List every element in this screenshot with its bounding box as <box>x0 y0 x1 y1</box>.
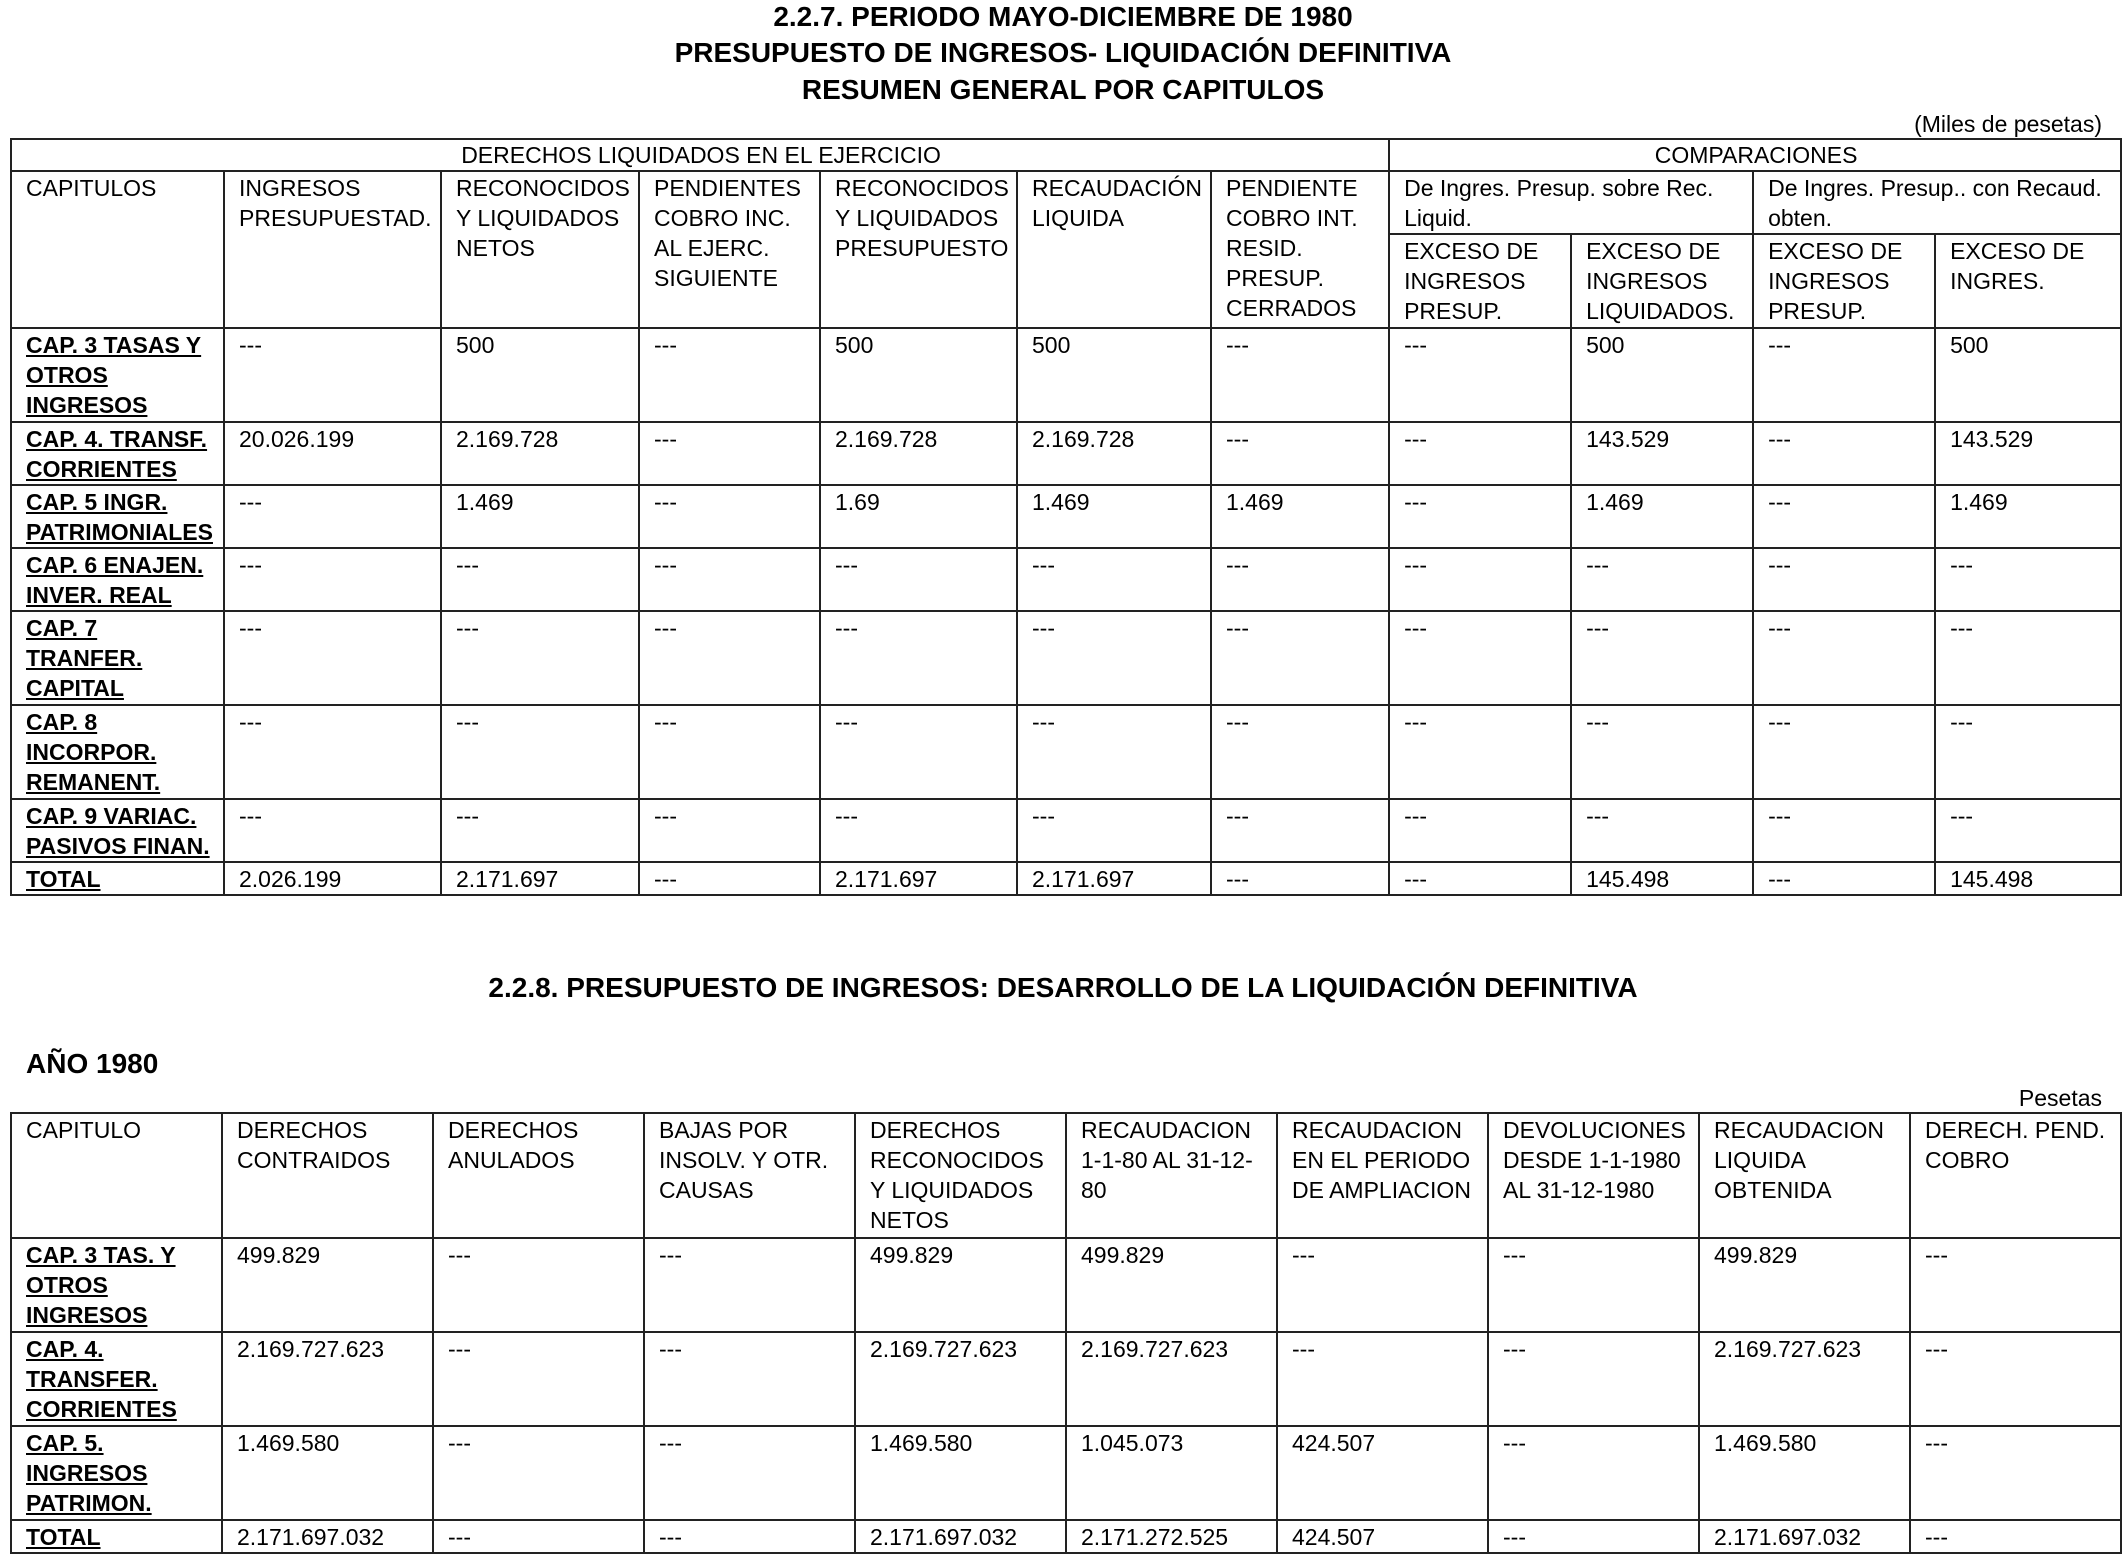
table-cell: 2.169.727.623 <box>1066 1332 1277 1426</box>
table-cell: --- <box>1753 799 1935 862</box>
table-cell: --- <box>639 862 820 895</box>
section1-title-line-2: PRESUPUESTO DE INGRESOS- LIQUIDACIÓN DEFINITIVA <box>674 37 1452 68</box>
row-label: CAP. 6 ENAJEN. INVER. REAL <box>11 548 224 611</box>
table-cell: --- <box>639 799 820 862</box>
section2-year: AÑO 1980 <box>26 1048 159 1079</box>
development-table-body <box>11 1238 2121 1553</box>
table-cell: 1.469 <box>1211 485 1389 548</box>
table-row <box>11 1238 2121 1332</box>
column-header: PENDIENTES COBRO INC. AL EJERC. SIGUIENTE <box>639 171 820 328</box>
comparison-subgroup-header: De Ingres. Presup. sobre Rec. Liquid. <box>1389 171 1753 234</box>
column-header: RECAUDACION LIQUIDA OBTENIDA <box>1699 1113 1910 1238</box>
table-cell: --- <box>1910 1520 2121 1553</box>
table-cell: --- <box>1910 1238 2121 1332</box>
table-cell: --- <box>644 1520 855 1553</box>
column-header: BAJAS POR INSOLV. Y OTR. CAUSAS <box>644 1113 855 1238</box>
table-cell: --- <box>1571 799 1753 862</box>
table-cell: --- <box>1211 799 1389 862</box>
table-cell: 1.469 <box>1571 485 1753 548</box>
column-header: EXCESO DE INGRESOS LIQUIDADOS. <box>1571 234 1753 328</box>
table-cell: 2.171.697 <box>820 862 1017 895</box>
row-label: CAP. 5 INGR. PATRIMONIALES <box>11 485 224 548</box>
row-label: CAP. 4. TRANSFER. CORRIENTES <box>11 1332 222 1426</box>
table-cell: 1.469.580 <box>1699 1426 1910 1520</box>
table-cell: --- <box>1017 799 1211 862</box>
table-cell: 499.829 <box>855 1238 1066 1332</box>
row-label: CAP. 9 VARIAC. PASIVOS FINAN. <box>11 799 224 862</box>
summary-table <box>10 138 2122 896</box>
table-cell: --- <box>639 328 820 422</box>
table-cell: 1.69 <box>820 485 1017 548</box>
table-cell: --- <box>1488 1426 1699 1520</box>
comparison-subgroup-header: De Ingres. Presup.. con Recaud. obten. <box>1753 171 2121 234</box>
summary-table-body <box>11 328 2121 895</box>
row-label: CAP. 5. INGRESOS PATRIMON. <box>11 1426 222 1520</box>
section2-title: 2.2.8. PRESUPUESTO DE INGRESOS: DESARROLLO DE LA LIQUIDACIÓN DEFINITIVA <box>488 972 1638 1003</box>
table-cell: --- <box>1571 611 1753 705</box>
table-row <box>11 705 2121 799</box>
table-cell: 499.829 <box>222 1238 433 1332</box>
table-cell: --- <box>1017 548 1211 611</box>
development-header-row <box>11 1113 2121 1238</box>
table-cell: --- <box>1753 485 1935 548</box>
table-cell: 143.529 <box>1571 422 1753 485</box>
table-cell: 2.169.728 <box>1017 422 1211 485</box>
column-header: RECAUDACION EN EL PERIODO DE AMPLIACION <box>1277 1113 1488 1238</box>
column-header: DEVOLUCIONES DESDE 1-1-1980 AL 31-12-1980 <box>1488 1113 1699 1238</box>
table-cell: --- <box>433 1520 644 1553</box>
table-cell: --- <box>1389 611 1571 705</box>
table-cell: --- <box>639 422 820 485</box>
table-cell: 500 <box>1935 328 2121 422</box>
table-cell: 2.171.697.032 <box>222 1520 433 1553</box>
derechos-group-header: DERECHOS LIQUIDADOS EN EL EJERCICIO <box>11 139 1389 171</box>
column-header: DERECHOS ANULADOS <box>433 1113 644 1238</box>
table-cell: --- <box>1211 548 1389 611</box>
table-cell: 20.026.199 <box>224 422 441 485</box>
row-label: CAP. 7 TRANFER. CAPITAL <box>11 611 224 705</box>
table-row <box>11 548 2121 611</box>
table-cell: 2.169.727.623 <box>855 1332 1066 1426</box>
table-cell: --- <box>1935 705 2121 799</box>
column-header: EXCESO DE INGRESOS PRESUP. <box>1753 234 1935 328</box>
column-header: EXCESO DE INGRESOS PRESUP. <box>1389 234 1571 328</box>
table-cell: --- <box>1910 1332 2121 1426</box>
column-header: RECONOCIDOS Y LIQUIDADOS NETOS <box>441 171 639 328</box>
table-cell: 1.469.580 <box>855 1426 1066 1520</box>
column-header: CAPITULO <box>11 1113 222 1238</box>
summary-group-header-row <box>11 139 2121 171</box>
development-table <box>10 1112 2122 1554</box>
column-header: CAPITULOS <box>11 171 224 328</box>
table-cell: --- <box>1389 548 1571 611</box>
table-cell: 145.498 <box>1571 862 1753 895</box>
table-cell: 2.171.272.525 <box>1066 1520 1277 1553</box>
table-cell: 1.045.073 <box>1066 1426 1277 1520</box>
table-cell: --- <box>1017 611 1211 705</box>
table-cell: 2.169.727.623 <box>1699 1332 1910 1426</box>
table-cell: 500 <box>820 328 1017 422</box>
column-header: PENDIENTE COBRO INT. RESID. PRESUP. CERRADOS <box>1211 171 1389 328</box>
table-cell: 499.829 <box>1699 1238 1910 1332</box>
table-cell: --- <box>1389 328 1571 422</box>
table-cell: --- <box>1753 705 1935 799</box>
table-cell: --- <box>1753 611 1935 705</box>
table-cell: --- <box>1211 705 1389 799</box>
table-cell: --- <box>1211 328 1389 422</box>
table-cell: --- <box>433 1426 644 1520</box>
table-cell: 2.171.697.032 <box>855 1520 1066 1553</box>
table-cell: 145.498 <box>1935 862 2121 895</box>
summary-column-header-row <box>11 171 2121 234</box>
section1-unit-note: (Miles de pesetas) <box>1914 111 2102 137</box>
table-cell: --- <box>1277 1332 1488 1426</box>
table-cell: --- <box>1935 548 2121 611</box>
table-cell: --- <box>1389 799 1571 862</box>
table-cell: 500 <box>1571 328 1753 422</box>
column-header: DERECHOS CONTRAIDOS <box>222 1113 433 1238</box>
row-label: TOTAL <box>11 862 224 895</box>
table-row <box>11 862 2121 895</box>
table-cell: --- <box>1389 485 1571 548</box>
table-cell: 2.171.697.032 <box>1699 1520 1910 1553</box>
table-cell: --- <box>1488 1238 1699 1332</box>
table-row <box>11 328 2121 422</box>
table-cell: --- <box>224 611 441 705</box>
table-cell: --- <box>1017 705 1211 799</box>
table-cell: 2.171.697 <box>441 862 639 895</box>
table-cell: 2.169.728 <box>441 422 639 485</box>
table-cell: --- <box>1753 548 1935 611</box>
table-cell: 1.469 <box>1935 485 2121 548</box>
table-cell: --- <box>441 611 639 705</box>
table-cell: --- <box>644 1426 855 1520</box>
table-cell: --- <box>639 705 820 799</box>
table-cell: 1.469.580 <box>222 1426 433 1520</box>
table-cell: 2.171.697 <box>1017 862 1211 895</box>
table-cell: --- <box>639 611 820 705</box>
table-cell: --- <box>1571 705 1753 799</box>
table-cell: --- <box>644 1238 855 1332</box>
table-cell: --- <box>820 611 1017 705</box>
table-cell: --- <box>1488 1520 1699 1553</box>
table-cell: --- <box>1571 548 1753 611</box>
column-header: RECAUDACIÓN LIQUIDA <box>1017 171 1211 328</box>
table-cell: --- <box>433 1238 644 1332</box>
table-cell: --- <box>1211 862 1389 895</box>
table-cell: --- <box>1753 862 1935 895</box>
row-label: CAP. 3 TASAS Y OTROS INGRESOS <box>11 328 224 422</box>
table-cell: 2.169.728 <box>820 422 1017 485</box>
table-cell: --- <box>224 705 441 799</box>
table-cell: 424.507 <box>1277 1520 1488 1553</box>
table-cell: --- <box>441 705 639 799</box>
section1-title-line-1: 2.2.7. PERIODO MAYO-DICIEMBRE DE 1980 <box>773 1 1353 32</box>
column-header: EXCESO DE INGRES. <box>1935 234 2121 328</box>
table-cell: --- <box>639 548 820 611</box>
table-row <box>11 799 2121 862</box>
table-cell: 500 <box>1017 328 1211 422</box>
table-cell: --- <box>1935 611 2121 705</box>
column-header: RECONOCIDOS Y LIQUIDADOS PRESUPUESTO <box>820 171 1017 328</box>
table-row <box>11 1426 2121 1520</box>
table-cell: 2.026.199 <box>224 862 441 895</box>
table-cell: 499.829 <box>1066 1238 1277 1332</box>
table-cell: --- <box>224 799 441 862</box>
table-cell: 1.469 <box>1017 485 1211 548</box>
column-header: RECAUDACION 1-1-80 AL 31-12-80 <box>1066 1113 1277 1238</box>
row-label: CAP. 8 INCORPOR. REMANENT. <box>11 705 224 799</box>
row-label: CAP. 4. TRANSF. CORRIENTES <box>11 422 224 485</box>
column-header: INGRESOS PRESUPUESTAD. <box>224 171 441 328</box>
table-cell: --- <box>1389 422 1571 485</box>
table-cell: --- <box>441 799 639 862</box>
table-cell: --- <box>1389 862 1571 895</box>
table-cell: --- <box>639 485 820 548</box>
column-header: DERECHOS RECONOCIDOS Y LIQUIDADOS NETOS <box>855 1113 1066 1238</box>
row-label: CAP. 3 TAS. Y OTROS INGRESOS <box>11 1238 222 1332</box>
table-cell: --- <box>1753 422 1935 485</box>
table-cell: --- <box>644 1332 855 1426</box>
section2-unit-note: Pesetas <box>2018 1085 2102 1111</box>
table-row <box>11 485 2121 548</box>
table-cell: --- <box>1389 705 1571 799</box>
table-cell: 143.529 <box>1935 422 2121 485</box>
table-cell: --- <box>820 799 1017 862</box>
table-cell: --- <box>433 1332 644 1426</box>
table-cell: --- <box>1277 1238 1488 1332</box>
table-row <box>11 1520 2121 1553</box>
table-cell: 1.469 <box>441 485 639 548</box>
row-label: TOTAL <box>11 1520 222 1553</box>
table-cell: 2.169.727.623 <box>222 1332 433 1426</box>
table-row <box>11 611 2121 705</box>
table-cell: --- <box>224 548 441 611</box>
table-cell: --- <box>1211 611 1389 705</box>
table-row <box>11 422 2121 485</box>
table-cell: 424.507 <box>1277 1426 1488 1520</box>
table-cell: --- <box>1753 328 1935 422</box>
table-cell: --- <box>1488 1332 1699 1426</box>
comparaciones-group-header: COMPARACIONES <box>1389 139 2121 171</box>
column-header: DERECH. PEND. COBRO <box>1910 1113 2121 1238</box>
table-cell: --- <box>441 548 639 611</box>
table-cell: --- <box>224 328 441 422</box>
table-cell: --- <box>1910 1426 2121 1520</box>
table-cell: --- <box>820 705 1017 799</box>
table-cell: --- <box>820 548 1017 611</box>
table-row <box>11 1332 2121 1426</box>
table-cell: --- <box>1211 422 1389 485</box>
section1-title-line-3: RESUMEN GENERAL POR CAPITULOS <box>801 74 1325 105</box>
table-cell: --- <box>1935 799 2121 862</box>
table-cell: --- <box>224 485 441 548</box>
table-cell: 500 <box>441 328 639 422</box>
